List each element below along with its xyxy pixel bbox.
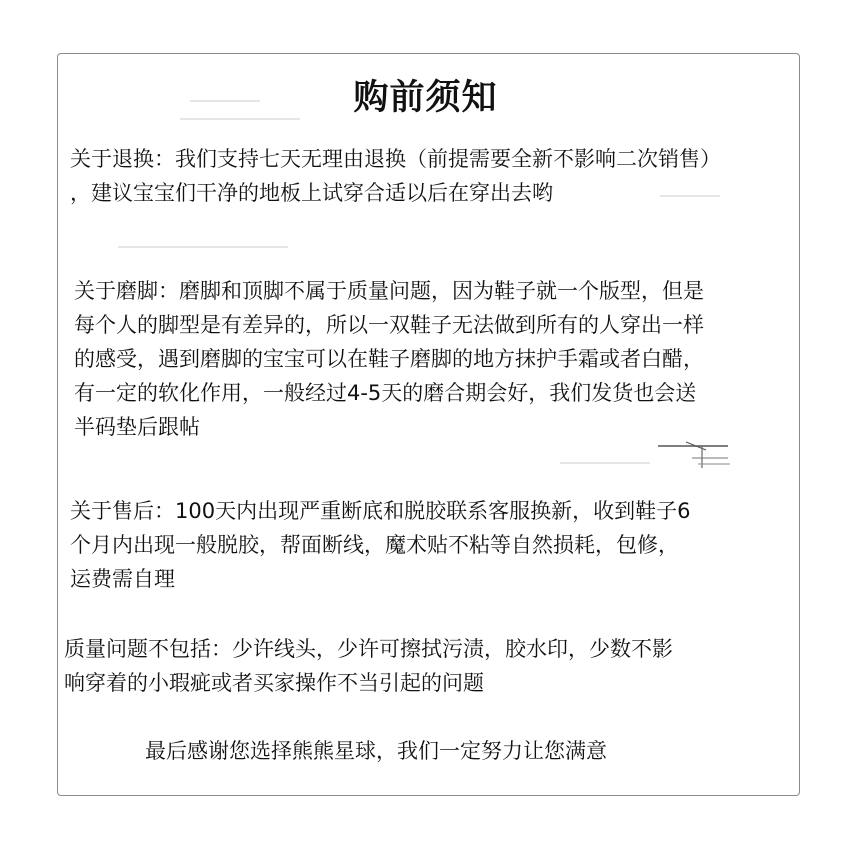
- text-line: 质量问题不包括：少许线头，少许可擦拭污渍，胶水印，少数不影: [64, 637, 673, 661]
- stray-mark-graphic: [658, 438, 738, 478]
- return-policy-paragraph: [70, 142, 721, 210]
- quality-exclusions-paragraph: [64, 632, 673, 700]
- text-line: ，建议宝宝们干净的地板上试穿合适以后在穿出去哟: [70, 181, 553, 205]
- text-line: 关于退换：我们支持七天无理由退换（前提需要全新不影响二次销售）: [70, 147, 721, 171]
- scan-smudge: [118, 246, 288, 248]
- after-sales-paragraph: [70, 494, 690, 596]
- text-line: 个月内出现一般脱胶，帮面断线，魔术贴不粘等自然损耗，包修，: [70, 533, 679, 557]
- blister-policy-paragraph: [74, 274, 704, 444]
- text-line: 有一定的软化作用，一般经过4-5天的磨合期会好，我们发货也会送: [74, 381, 697, 405]
- text-line: 关于磨脚：磨脚和顶脚不属于质量问题，因为鞋子就一个版型，但是: [74, 279, 704, 303]
- text-line: 运费需自理: [70, 567, 175, 591]
- text-line: 半码垫后跟帖: [74, 415, 200, 439]
- text-line: 每个人的脚型是有差异的，所以一双鞋子无法做到所有的人穿出一样: [74, 313, 704, 337]
- scan-smudge: [560, 462, 650, 464]
- closing-thanks: 最后感谢您选择熊熊星球，我们一定努力让您满意: [145, 739, 607, 763]
- text-line: 关于售后：100天内出现严重断底和脱胶联系客服换新，收到鞋子6: [70, 499, 691, 523]
- text-line: 响穿着的小瑕疵或者买家操作不当引起的问题: [64, 671, 484, 695]
- page-title: 购前须知: [353, 78, 498, 118]
- text-line: 的感受，遇到磨脚的宝宝可以在鞋子磨脚的地方抹护手霜或者白醋，: [74, 347, 704, 371]
